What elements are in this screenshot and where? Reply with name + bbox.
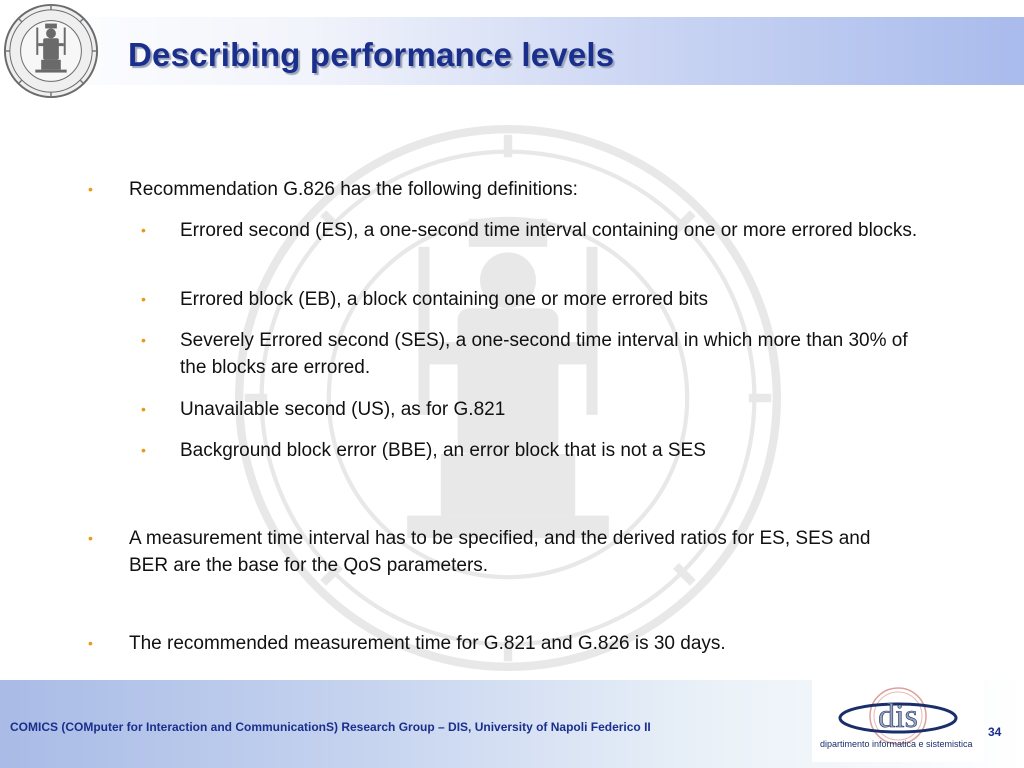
sub-bullet-item (141, 286, 920, 313)
sub-bullet-item (141, 396, 920, 423)
bullet-text: The recommended measurement time for G.821 and G.826 is 30 days. (129, 633, 726, 654)
bullet-item (88, 525, 909, 579)
bullet-dot-icon: • (141, 442, 146, 458)
bullet-dot-icon: • (141, 401, 146, 417)
bullet-text: Errored block (EB), a block containing one or more errored bits (180, 289, 709, 310)
bullet-text: Background block error (BBE), an error block that is not a SES (180, 440, 706, 461)
dis-logo-graphic (812, 680, 984, 762)
dis-logo-icon (812, 680, 984, 762)
bullet-dot-icon: • (141, 291, 146, 307)
sub-bullet-item (141, 327, 920, 381)
bullet-dot-icon: • (141, 222, 146, 238)
bullet-item (88, 630, 909, 657)
sub-bullet-item (141, 217, 920, 244)
bullet-text: Recommendation G.826 has the following definitions: (129, 179, 578, 200)
slide-title: Describing performance levels (128, 36, 615, 73)
bullet-dot-icon: • (88, 635, 93, 651)
bullet-dot-icon: • (141, 332, 146, 348)
bullet-text: Severely Errored second (SES), a one-second time interval in which more than 30% of the blocks are errored. (180, 330, 908, 378)
sub-bullet-item (141, 437, 920, 464)
bullet-text: Unavailable second (US), as for G.821 (180, 399, 506, 420)
dis-logo-caption: dipartimento informatica e sistemistica (820, 739, 973, 749)
bullet-text: Errored second (ES), a one-second time interval containing one or more errored blocks. (180, 220, 918, 241)
dis-logo-wordmark: dis (878, 698, 918, 735)
bullet-text: A measurement time interval has to be specified, and the derived ratios for ES, SES and BER are the base for the QoS parameters. (129, 528, 871, 576)
footer-text: COMICS (COMputer for Interaction and CommunicationS) Research Group – DIS, University of Napoli Federico II (10, 720, 651, 734)
bullet-dot-icon: • (88, 181, 93, 197)
bullet-item (88, 176, 889, 203)
bullet-dot-icon: • (88, 530, 93, 546)
page-number: 34 (988, 725, 1002, 739)
